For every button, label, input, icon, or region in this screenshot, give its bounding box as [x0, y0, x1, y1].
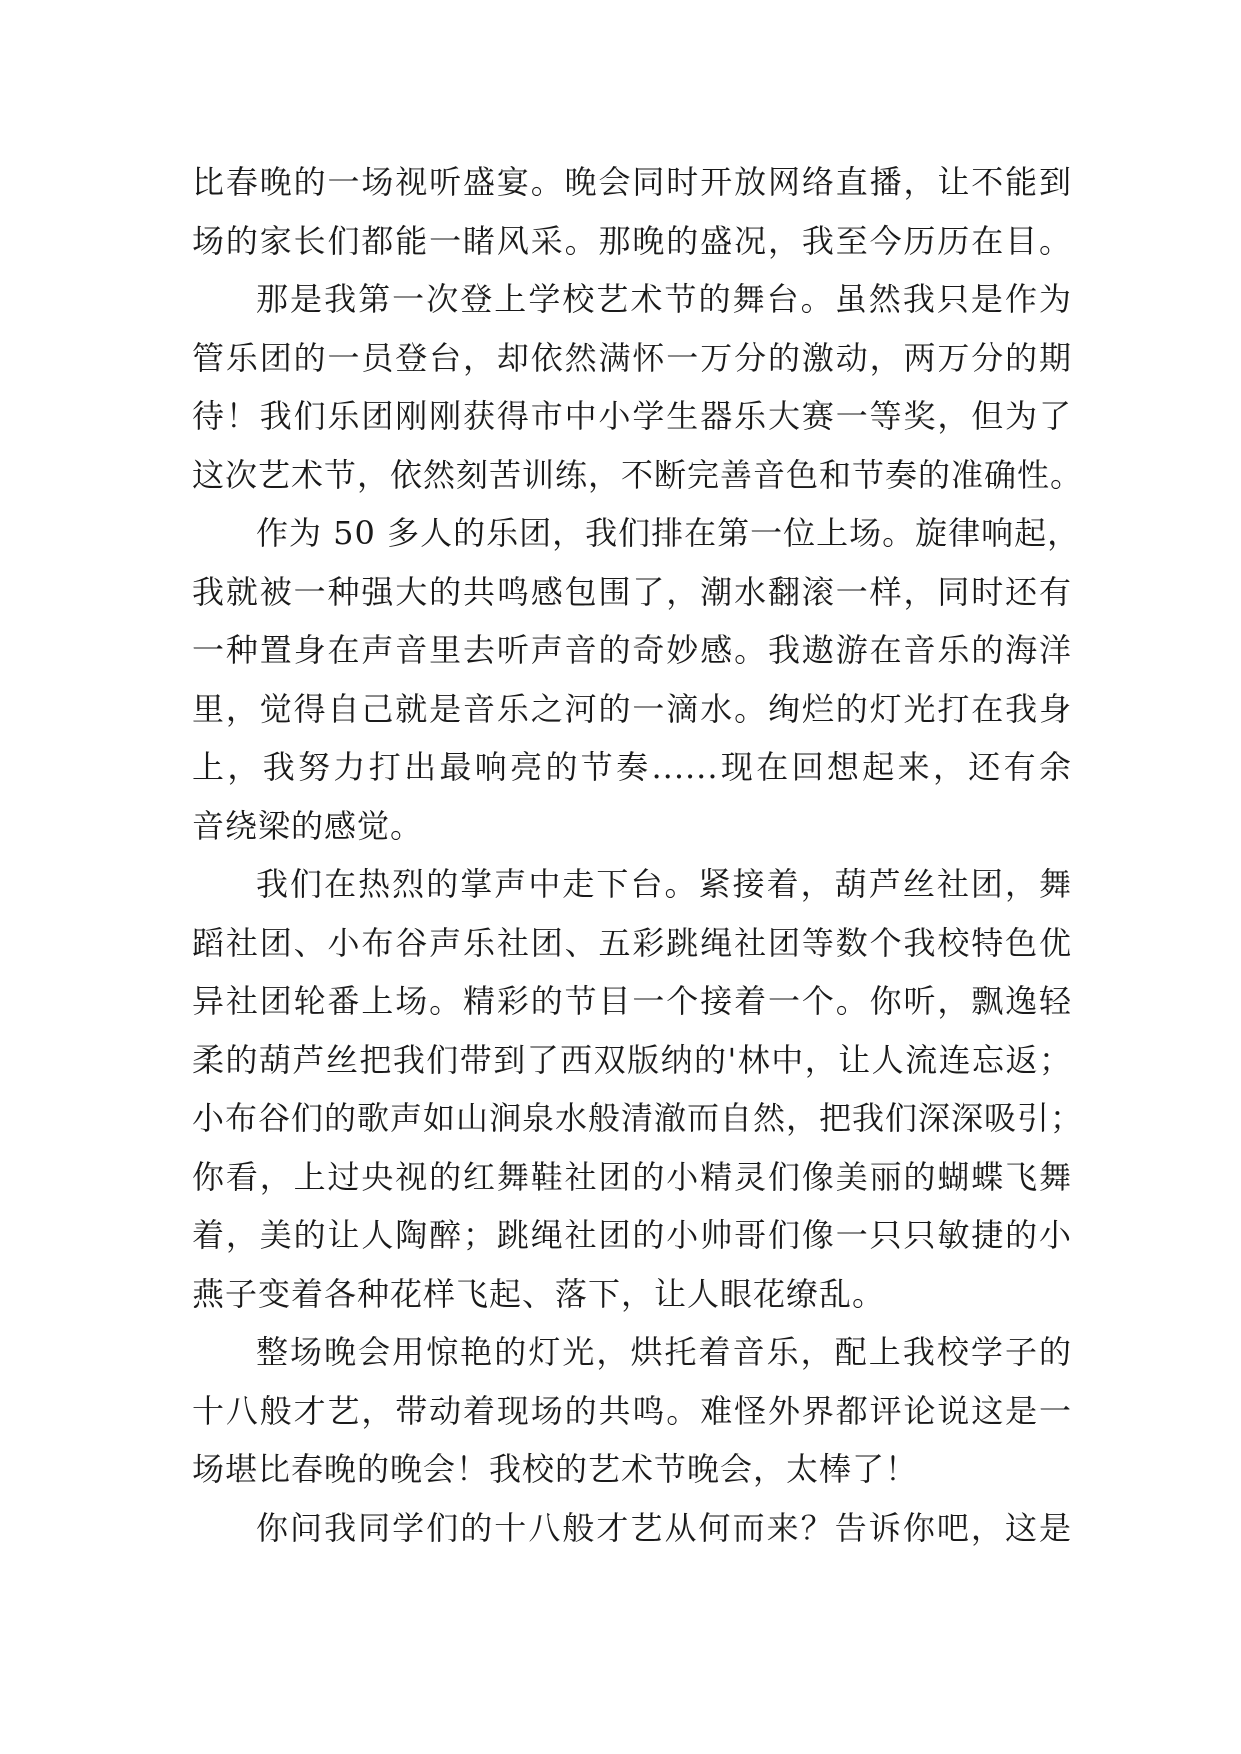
text-line: 蹈社团、小布谷声乐社团、五彩跳绳社团等数个我校特色优 — [192, 923, 1072, 962]
text-line: 我们在热烈的掌声中走下台。紧接着，葫芦丝社团，舞 — [256, 865, 1072, 903]
text-line: 着，美的让人陶醉；跳绳社团的小帅哥们像一只只敏捷的小 — [192, 1216, 1072, 1254]
text-line: 小布谷们的歌声如山涧泉水般清澈而自然，把我们深深吸引； — [192, 1099, 1084, 1137]
text-line: 你看，上过央视的红舞鞋社团的小精灵们像美丽的蝴蝶飞舞 — [192, 1157, 1072, 1196]
text-line: 待！我们乐团刚刚获得市中小学生器乐大赛一等奖，但为了 — [192, 397, 1072, 435]
text-line: 十八般才艺，带动着现场的共鸣。难怪外界都评论说这是一 — [192, 1391, 1072, 1430]
document-body — [192, 153, 1084, 1557]
text-line: 你问我同学们的十八般才艺从何而来？告诉你吧，这是 — [256, 1508, 1072, 1547]
text-line: 我就被一种强大的共鸣感包围了，潮水翻滚一样，同时还有 — [192, 572, 1072, 611]
text-line: 场堪比春晚的晚会！我校的艺术节晚会，太棒了！ — [192, 1450, 919, 1488]
text-line: 上，我努力打出最响亮的节奏......现在回想起来，还有余 — [192, 748, 1072, 786]
text-line: 场的家长们都能一睹风采。那晚的盛况，我至今历历在目。 — [192, 221, 1072, 260]
text-line: 音绕梁的感觉。 — [192, 806, 424, 845]
text-line: 一种置身在声音里去听声音的奇妙感。我遨游在音乐的海洋 — [192, 631, 1072, 669]
text-line: 作为 50 多人的乐团，我们排在第一位上场。旋律响起， — [256, 514, 1081, 552]
text-line: 比春晚的一场视听盛宴。晚会同时开放网络直播，让不能到 — [192, 163, 1072, 201]
text-line: 燕子变着各种花样飞起、落下，让人眼花缭乱。 — [192, 1274, 886, 1313]
text-line: 整场晚会用惊艳的灯光，烘托着音乐，配上我校学子的 — [256, 1333, 1072, 1371]
text-line: 那是我第一次登上学校艺术节的舞台。虽然我只是作为 — [256, 280, 1072, 318]
text-line: 里，觉得自己就是音乐之河的一滴水。绚烂的灯光打在我身 — [192, 689, 1072, 728]
text-line: 这次艺术节，依然刻苦训练，不断完善音色和节奏的准确性。 — [192, 455, 1084, 494]
text-line: 管乐团的一员登台，却依然满怀一万分的激动，两万分的期 — [192, 338, 1072, 377]
text-line: 异社团轮番上场。精彩的节目一个接着一个。你听，飘逸轻 — [192, 982, 1072, 1020]
text-line: 柔的葫芦丝把我们带到了西双版纳的'林中，让人流连忘返； — [192, 1040, 1072, 1079]
